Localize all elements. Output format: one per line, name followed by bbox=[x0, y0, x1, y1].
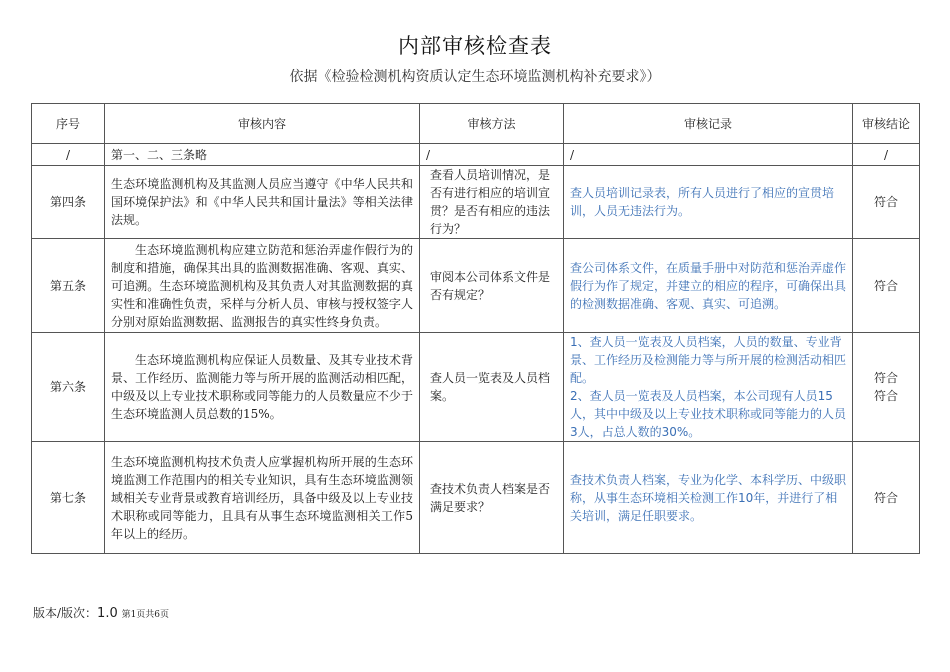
version-value: 1.0 bbox=[97, 606, 118, 621]
row-method: 查人员一览表及人员档案。 bbox=[420, 333, 564, 442]
row-num: 第六条 bbox=[32, 333, 105, 442]
row-num: 第七条 bbox=[32, 442, 105, 554]
row-method: / bbox=[420, 144, 564, 166]
header-num: 序号 bbox=[32, 104, 105, 144]
row-num: 第四条 bbox=[32, 166, 105, 239]
header-record: 审核记录 bbox=[564, 104, 853, 144]
page-current: 第1页 bbox=[121, 610, 146, 620]
version-label: 版本/版次： bbox=[33, 606, 98, 620]
header-method: 审核方法 bbox=[420, 104, 564, 144]
row-content: 第一、二、三条略 bbox=[105, 144, 420, 166]
row-record: 查人员培训记录表，所有人员进行了相应的宣贯培训，人员无违法行为。 bbox=[564, 166, 853, 239]
table-row bbox=[32, 166, 920, 239]
row-content: 生态环境监测机构应保证人员数量、及其专业技术背景、工作经历、监测能力等与所开展的监测活动相匹配，中级及以上专业技术职称或同等能力的人员数量应不少于生态环境监测人员总数的15%。 bbox=[105, 333, 420, 442]
row-result: 符合 bbox=[853, 166, 920, 239]
record-item: 1、查人员一览表及人员档案，人员的数量、专业背景、工作经历及检测能力等与所开展的检测活动相匹配。 bbox=[570, 335, 847, 385]
result-item: 符合 bbox=[873, 371, 898, 385]
table-row bbox=[32, 333, 920, 442]
row-record: 查公司体系文件，在质量手册中对防范和惩治弄虚作假行为作了规定，并建立的相应的程序，可确保出具的检测数据准确、客观、真实、可追溯。 bbox=[564, 239, 853, 333]
row-record bbox=[564, 333, 853, 442]
table-row bbox=[32, 442, 920, 554]
row-record: / bbox=[564, 144, 853, 166]
page-footer bbox=[33, 604, 169, 621]
result-item: 符合 bbox=[873, 389, 898, 403]
audit-table bbox=[31, 103, 920, 554]
page-total: 共6页 bbox=[145, 610, 170, 620]
table-row bbox=[32, 239, 920, 333]
table-header-row bbox=[32, 104, 920, 144]
row-content: 生态环境监测机构技术负责人应掌握机构所开展的生态环境监测工作范围内的相关专业知识，具有生态环境监测领域相关专业背景或教育培训经历，具备中级及以上专业技术职称或同等能力，且具有从事生态环境监测相关工作5年以上的经历。 bbox=[105, 442, 420, 554]
row-record: 查技术负责人档案，专业为化学、本科学历、中级职称，从事生态环境相关检测工作10年，并进行了相关培训，满足任职要求。 bbox=[564, 442, 853, 554]
row-method: 审阅本公司体系文件是否有规定？ bbox=[420, 239, 564, 333]
row-content: 生态环境监测机构及其监测人员应当遵守《中华人民共和国环境保护法》和《中华人民共和国计量法》等相关法律法规。 bbox=[105, 166, 420, 239]
header-result: 审核结论 bbox=[853, 104, 920, 144]
table-row bbox=[32, 144, 920, 166]
row-result bbox=[853, 333, 920, 442]
record-item: 2、查人员一览表及人员档案，本公司现有人员15人，其中中级及以上专业技术职称或同等能力的人员3人，占总人数的30%。 bbox=[570, 389, 847, 439]
row-num: 第五条 bbox=[32, 239, 105, 333]
row-result: 符合 bbox=[853, 442, 920, 554]
page-subtitle: 依据《检验检测机构资质认定生态环境监测机构补充要求》） bbox=[289, 69, 661, 85]
row-content: 生态环境监测机构应建立防范和惩治弄虚作假行为的制度和措施，确保其出具的监测数据准确、客观、真实、可追溯。生态环境监测机构及其负责人对其监测数据的真实性和准确性负责，采样与分析人员、审核与授权签字人分别对原始监测数据、监测报告的真实性终身负责。 bbox=[105, 239, 420, 333]
row-method: 查技术负责人档案是否满足要求？ bbox=[420, 442, 564, 554]
page-title: 内部审核检查表 bbox=[398, 34, 552, 58]
row-result: 符合 bbox=[853, 239, 920, 333]
row-result: / bbox=[853, 144, 920, 166]
row-method: 查看人员培训情况，是否有进行相应的培训宣贯？是否有相应的违法行为？ bbox=[420, 166, 564, 239]
row-num: / bbox=[32, 144, 105, 166]
header-content: 审核内容 bbox=[105, 104, 420, 144]
